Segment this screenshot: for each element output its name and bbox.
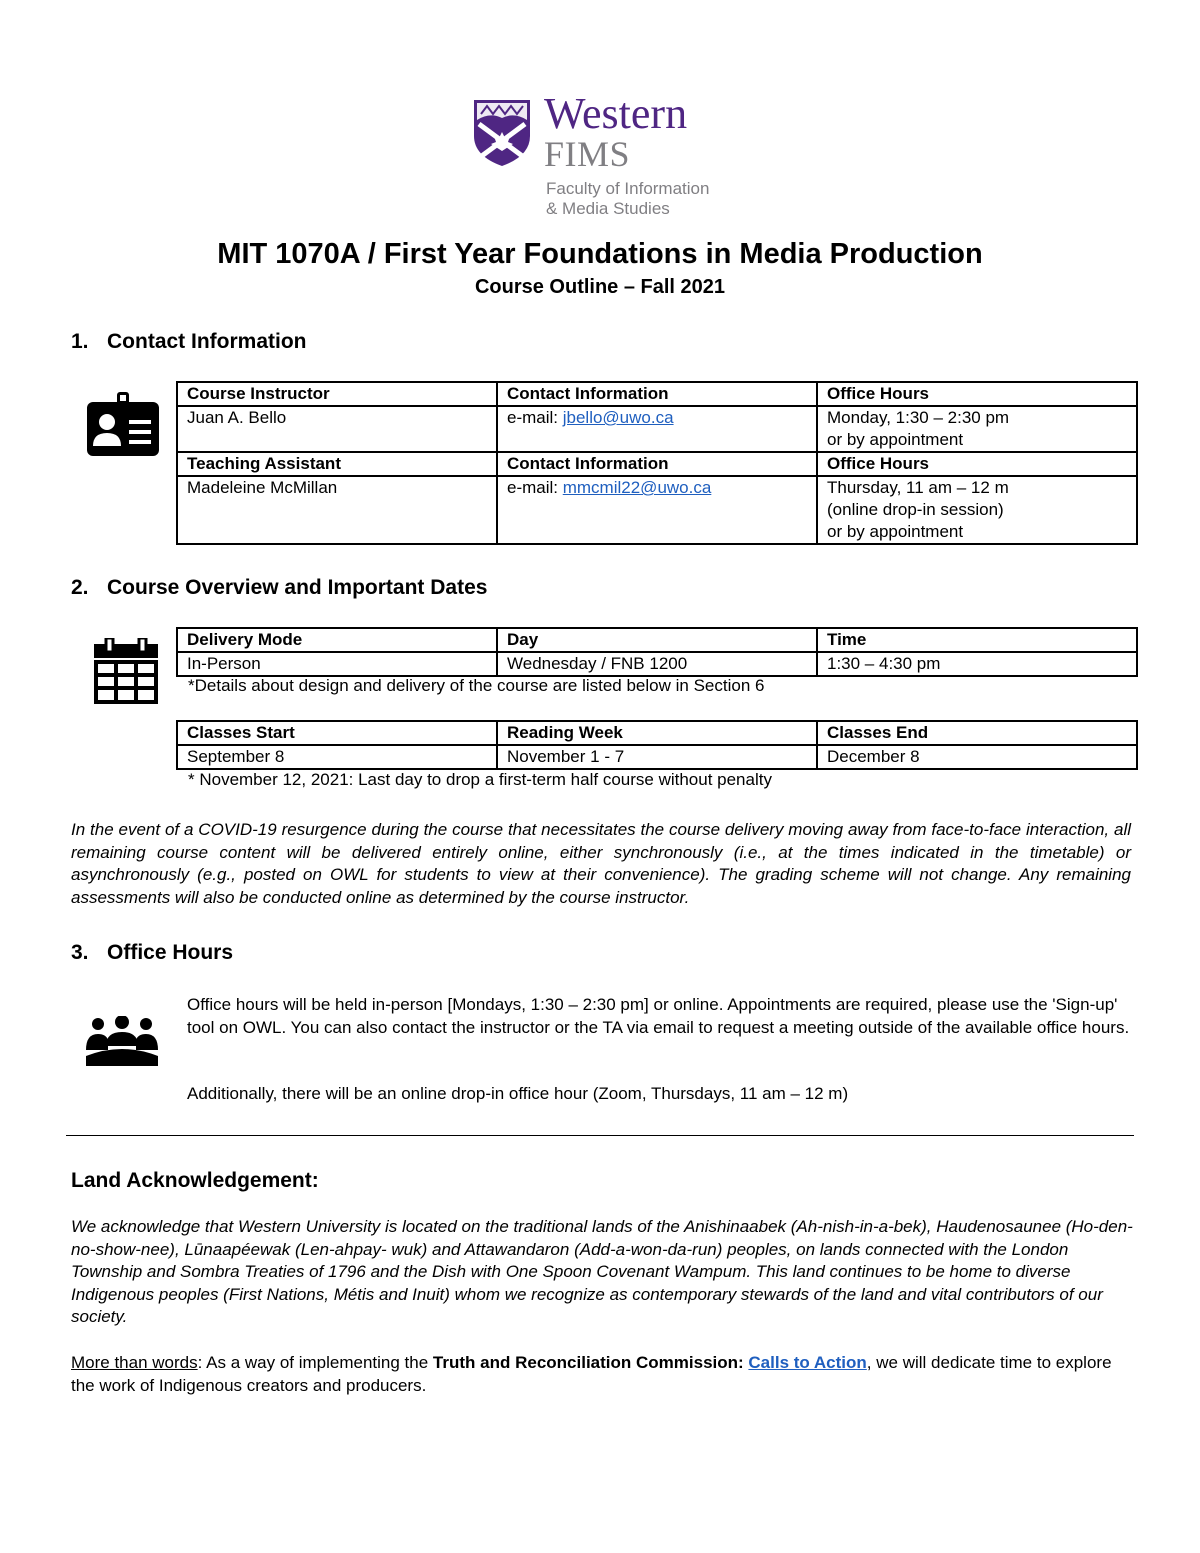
ta-email-cell [497, 476, 817, 544]
table-row [177, 476, 1137, 544]
course-title: MIT 1070A / First Year Foundations in Media Production [217, 238, 983, 270]
text-fragment: , we will dedicate time to explore the work of Indigenous creators and producers. [71, 1353, 1112, 1395]
header-cell: Office Hours [817, 382, 1137, 406]
email-prefix: e-mail: [507, 408, 563, 427]
table-row [177, 745, 1137, 769]
land-acknowledgement-heading: Land Acknowledgement: [71, 1169, 319, 1192]
calendar-icon [94, 638, 158, 704]
table-header-row [177, 628, 1137, 652]
table-cell: September 8 [177, 745, 497, 769]
hours-line: or by appointment [827, 522, 964, 541]
header-cell: Teaching Assistant [177, 452, 497, 476]
logo-faculty-line2: & Media Studies [546, 199, 670, 219]
ta-email-link[interactable]: mmcmil22@uwo.ca [562, 478, 712, 497]
hours-line: Thursday, 11 am – 12 m [827, 478, 1009, 497]
western-fims-logo [471, 89, 741, 220]
section-number: 2. [71, 576, 89, 599]
trc-label: Truth and Reconciliation Commission: [432, 1353, 749, 1372]
header-cell: Contact Information [497, 382, 817, 406]
logo-word-western: Western [544, 89, 688, 138]
text-fragment: : As a way of implementing the [197, 1353, 433, 1372]
covid-paragraph: In the event of a COVID-19 resurgence during the course that necessitates the course delivery moving away from face-to-face interaction, all remaining course content will be delivered entirely online, either synchronously (i.e., at the times indicated in the timetable) or asynchronously (e.g., posted on OWL for students to view at their convenience). The grading scheme will not change. Any remaining assessments will also be conducted online as determined by the course instructor. [71, 820, 1131, 907]
office-hours-paragraph: Office hours will be held in-person [Mondays, 1:30 – 2:30 pm] or online. Appointments are required, please use the 'Sign-up' tool on OWL. You can also contact the instructor or the TA via email to request a meeting outside of the available office hours. [187, 995, 1130, 1037]
delivery-note: *Details about design and delivery of the course are listed below in Section 6 [188, 676, 765, 695]
dates-table [176, 720, 1138, 770]
section-office-hours-heading [71, 940, 233, 965]
id-card-icon [87, 392, 159, 456]
hours-line: (online drop-in session) [827, 500, 1004, 519]
instructor-hours [817, 406, 1137, 452]
drop-in-paragraph: Additionally, there will be an online drop-in office hour (Zoom, Thursdays, 11 am – 12 m) [187, 1084, 849, 1103]
land-acknowledgement-paragraph: We acknowledge that Western University is located on the traditional lands of the Anishinaabek (Ah-nish-in-a-bek), Haudenosaunee (Ho-den-no-show-nee), Lūnaapéewak (Len-ahpay- wuk) and Attawandaron (Add-a-won-da-run) peoples, on lands connected with the London Township and Sombra Treaties of 1796 and the Dish with One Spoon Covenant Wampum. This land continues to be home to diverse Indigenous peoples (First Nations, Métis and Inuit) whom we recognize as contemporary stewards of the land and vital contributors of our society. [71, 1217, 1133, 1326]
table-cell: November 1 - 7 [497, 745, 817, 769]
more-than-words-label: More than words [71, 1353, 198, 1372]
header-cell: Course Instructor [177, 382, 497, 406]
section-title: Course Overview and Important Dates [107, 576, 488, 599]
section-overview-heading [71, 575, 487, 600]
logo-faculty-line1: Faculty of Information [546, 179, 710, 198]
drop-date-note: * November 12, 2021: Last day to drop a first-term half course without penalty [188, 770, 772, 789]
instructor-name: Juan A. Bello [177, 406, 497, 452]
instructor-email-cell [497, 406, 817, 452]
section-number: 3. [71, 941, 89, 964]
calls-to-action-link[interactable]: Calls to Action [748, 1353, 867, 1372]
ta-hours [817, 476, 1137, 544]
section-number: 1. [71, 330, 89, 353]
email-prefix: e-mail: [507, 478, 563, 497]
table-header-row [177, 721, 1137, 745]
table-row [177, 406, 1137, 452]
table-cell: Wednesday / FNB 1200 [497, 652, 817, 676]
logo-faculty-name [546, 179, 709, 220]
hours-line: or by appointment [827, 430, 964, 449]
hours-line: Monday, 1:30 – 2:30 pm [827, 408, 1010, 427]
header-cell: Classes Start [177, 721, 497, 745]
header-cell: Delivery Mode [177, 628, 497, 652]
header-cell: Office Hours [817, 452, 1137, 476]
table-cell: In-Person [177, 652, 497, 676]
delivery-table [176, 627, 1138, 677]
table-header-row [177, 382, 1137, 406]
ta-name: Madeleine McMillan [177, 476, 497, 544]
table-header-row [177, 452, 1137, 476]
header-cell: Time [817, 628, 1137, 652]
header-cell: Day [497, 628, 817, 652]
section-contact-heading [71, 329, 307, 354]
header-cell: Classes End [817, 721, 1137, 745]
horizontal-divider [66, 1135, 1134, 1136]
people-group-icon [86, 1016, 158, 1066]
table-cell: 1:30 – 4:30 pm [817, 652, 1137, 676]
header-cell: Contact Information [497, 452, 817, 476]
logo-word-fims: FIMS [544, 134, 631, 174]
table-cell: December 8 [817, 745, 1137, 769]
instructor-email-link[interactable]: jbello@uwo.ca [562, 408, 674, 427]
western-shield-icon [471, 96, 533, 168]
section-title: Contact Information [107, 330, 307, 353]
contact-table [176, 381, 1138, 545]
more-than-words-paragraph [71, 1352, 1131, 1397]
header-cell: Reading Week [497, 721, 817, 745]
course-subtitle: Course Outline – Fall 2021 [474, 276, 726, 298]
section-title: Office Hours [107, 941, 234, 964]
table-row [177, 652, 1137, 676]
